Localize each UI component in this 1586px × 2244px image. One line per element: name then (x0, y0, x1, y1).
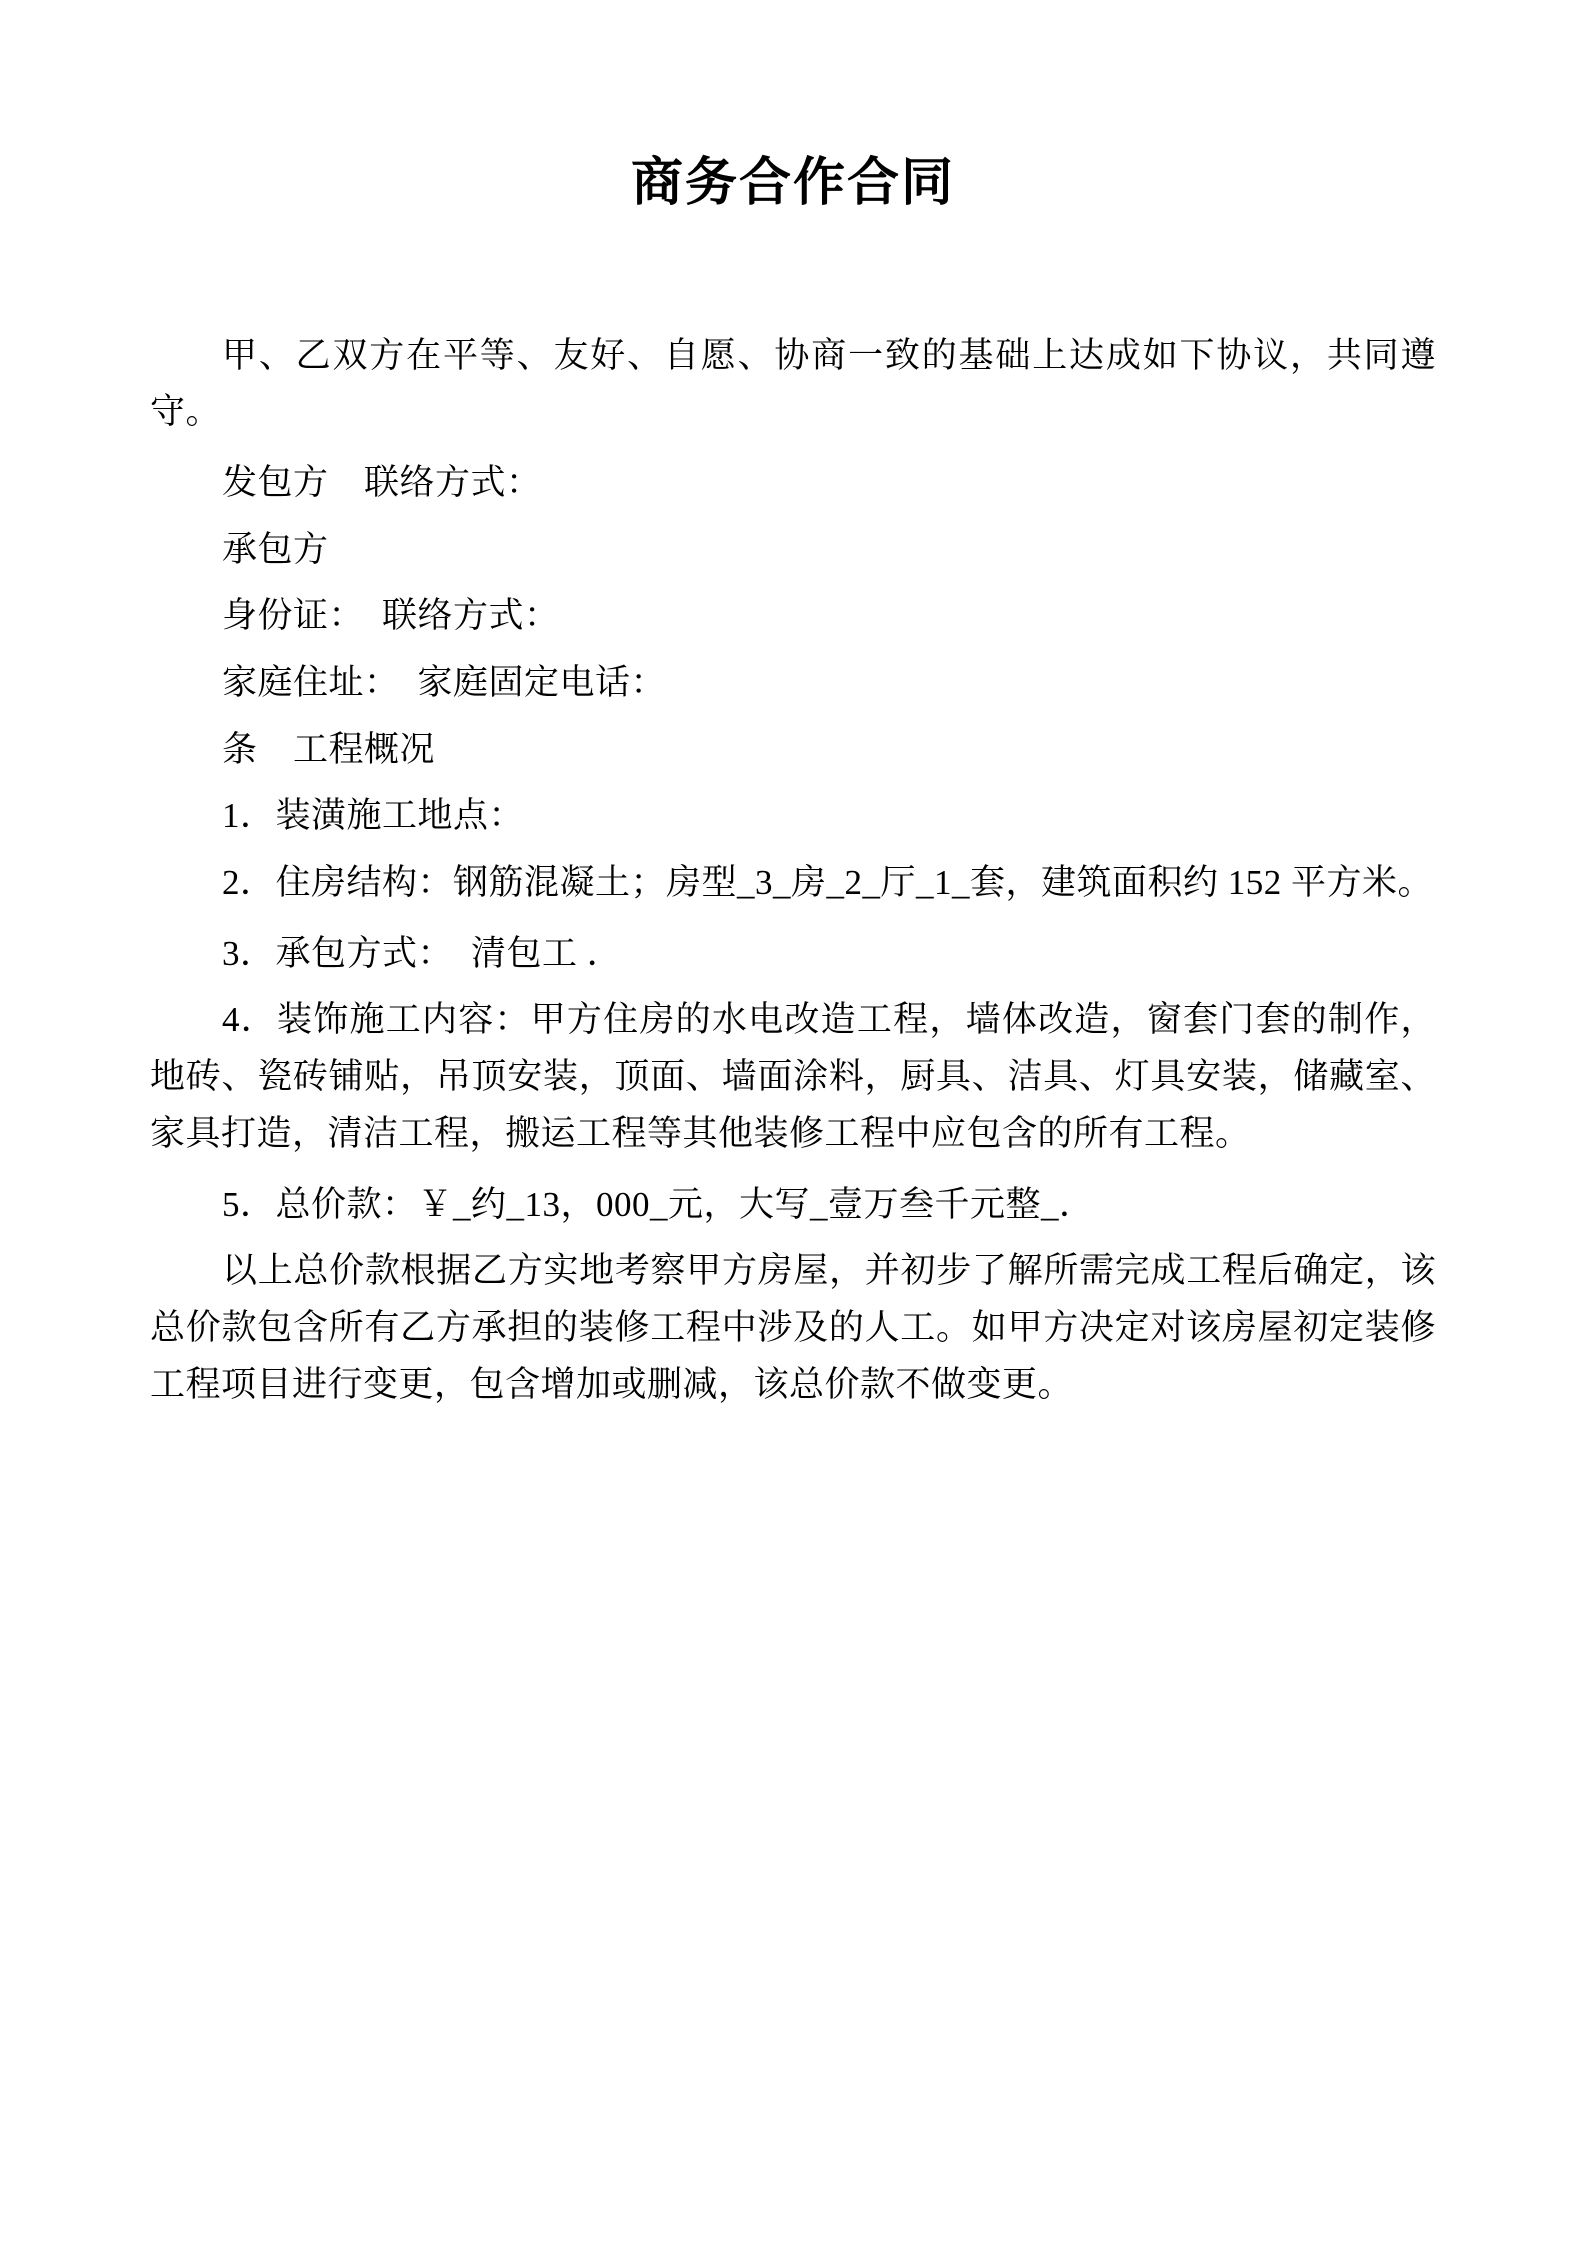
paragraph-article-project-overview: 条 工程概况 (222, 729, 436, 769)
paragraph-party-b: 承包方 (222, 529, 329, 569)
paragraph-price-explanation: 以上总价款根据乙方实地考察甲方房屋，并初步了解所需完成工程后确定，该总价款包含所有乙方承担的装修工程中涉及的人工。如甲方决定对该房屋初定装修工程项目进行变更，包含增加或删减，该总价款不做变更。 (150, 1251, 1436, 1404)
paragraph-id-contact: 身份证： 联络方式： (222, 596, 560, 636)
paragraph-party-a-contact: 发包方 联络方式： (222, 462, 542, 502)
paragraph-item-2-structure: 2．住房结构：钢筋混凝土；房型_3_房_2_厅_1_套，建筑面积约 152 平方米。 (222, 863, 1434, 903)
paragraph-item-1-site: 1．装潢施工地点： (222, 796, 525, 836)
paragraph-home-address-phone: 家庭住址： 家庭固定电话： (222, 663, 667, 703)
document-body (150, 328, 1436, 1414)
paragraph-item-5-total-price: 5．总价款：￥_约_13，000_元，大写_壹万叁千元整_． (222, 1184, 1095, 1224)
paragraph-item-3-contract-mode: 3．承包方式： 清包工 ． (222, 933, 623, 973)
paragraph-agreement-intro: 甲、乙双方在平等、友好、自愿、协商一致的基础上达成如下协议，共同遵守。 (150, 335, 1436, 432)
paragraph-item-4-scope: 4．装饰施工内容：甲方住房的水电改造工程，墙体改造，窗套门套的制作，地砖、瓷砖铺贴，吊顶安装，顶面、墙面涂料，厨具、洁具、灯具安装，储藏室、家具打造，清洁工程，搬运工程等其他装修工程中应包含的所有工程。 (150, 1000, 1436, 1153)
page-title: 商务合作合同 (630, 153, 955, 213)
